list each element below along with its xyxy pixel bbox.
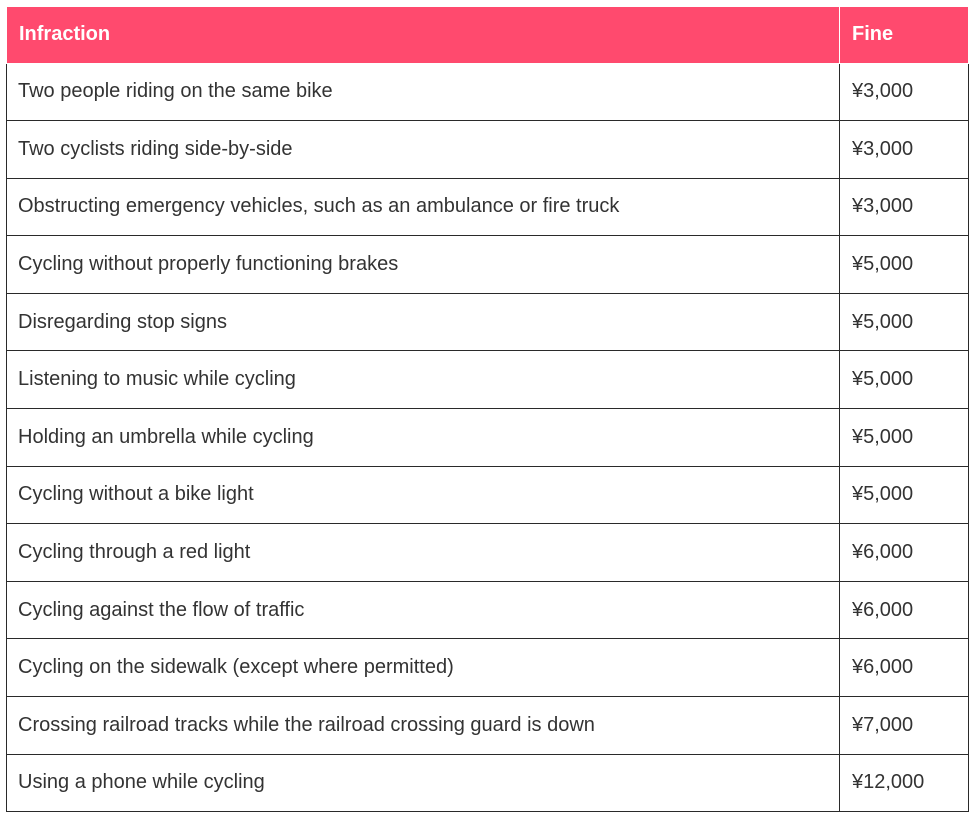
table-row: [7, 63, 969, 121]
fine-cell: ¥6,000: [840, 639, 969, 697]
fine-cell: ¥5,000: [840, 351, 969, 409]
table-row: [7, 236, 969, 294]
table-body: [7, 63, 969, 812]
header-fine: Fine: [840, 7, 969, 63]
infraction-cell: Holding an umbrella while cycling: [7, 409, 840, 467]
header-row: [7, 7, 969, 63]
infraction-cell: Crossing railroad tracks while the railroad crossing guard is down: [7, 697, 840, 755]
fines-table: [6, 7, 969, 812]
infraction-cell: Cycling on the sidewalk (except where permitted): [7, 639, 840, 697]
infraction-cell: Cycling without a bike light: [7, 466, 840, 524]
fine-cell: ¥3,000: [840, 178, 969, 236]
table-row: [7, 754, 969, 812]
fine-cell: ¥12,000: [840, 754, 969, 812]
infraction-cell: Two people riding on the same bike: [7, 63, 840, 121]
table-row: [7, 178, 969, 236]
infraction-cell: Two cyclists riding side-by-side: [7, 121, 840, 179]
fine-cell: ¥6,000: [840, 524, 969, 582]
fine-cell: ¥7,000: [840, 697, 969, 755]
infraction-cell: Cycling without properly functioning brakes: [7, 236, 840, 294]
infraction-cell: Using a phone while cycling: [7, 754, 840, 812]
table-header: [7, 7, 969, 63]
table-row: [7, 581, 969, 639]
table-row: [7, 466, 969, 524]
infraction-cell: Cycling through a red light: [7, 524, 840, 582]
fine-cell: ¥5,000: [840, 466, 969, 524]
table-row: [7, 524, 969, 582]
table-row: [7, 409, 969, 467]
fine-cell: ¥3,000: [840, 121, 969, 179]
fines-table-container: [6, 7, 968, 812]
table-row: [7, 639, 969, 697]
fine-cell: ¥5,000: [840, 409, 969, 467]
infraction-cell: Listening to music while cycling: [7, 351, 840, 409]
table-row: [7, 697, 969, 755]
infraction-cell: Cycling against the flow of traffic: [7, 581, 840, 639]
table-row: [7, 351, 969, 409]
table-row: [7, 121, 969, 179]
infraction-cell: Obstructing emergency vehicles, such as an ambulance or fire truck: [7, 178, 840, 236]
infraction-cell: Disregarding stop signs: [7, 293, 840, 351]
fine-cell: ¥5,000: [840, 236, 969, 294]
fine-cell: ¥6,000: [840, 581, 969, 639]
header-infraction: Infraction: [7, 7, 840, 63]
table-row: [7, 293, 969, 351]
fine-cell: ¥5,000: [840, 293, 969, 351]
fine-cell: ¥3,000: [840, 63, 969, 121]
